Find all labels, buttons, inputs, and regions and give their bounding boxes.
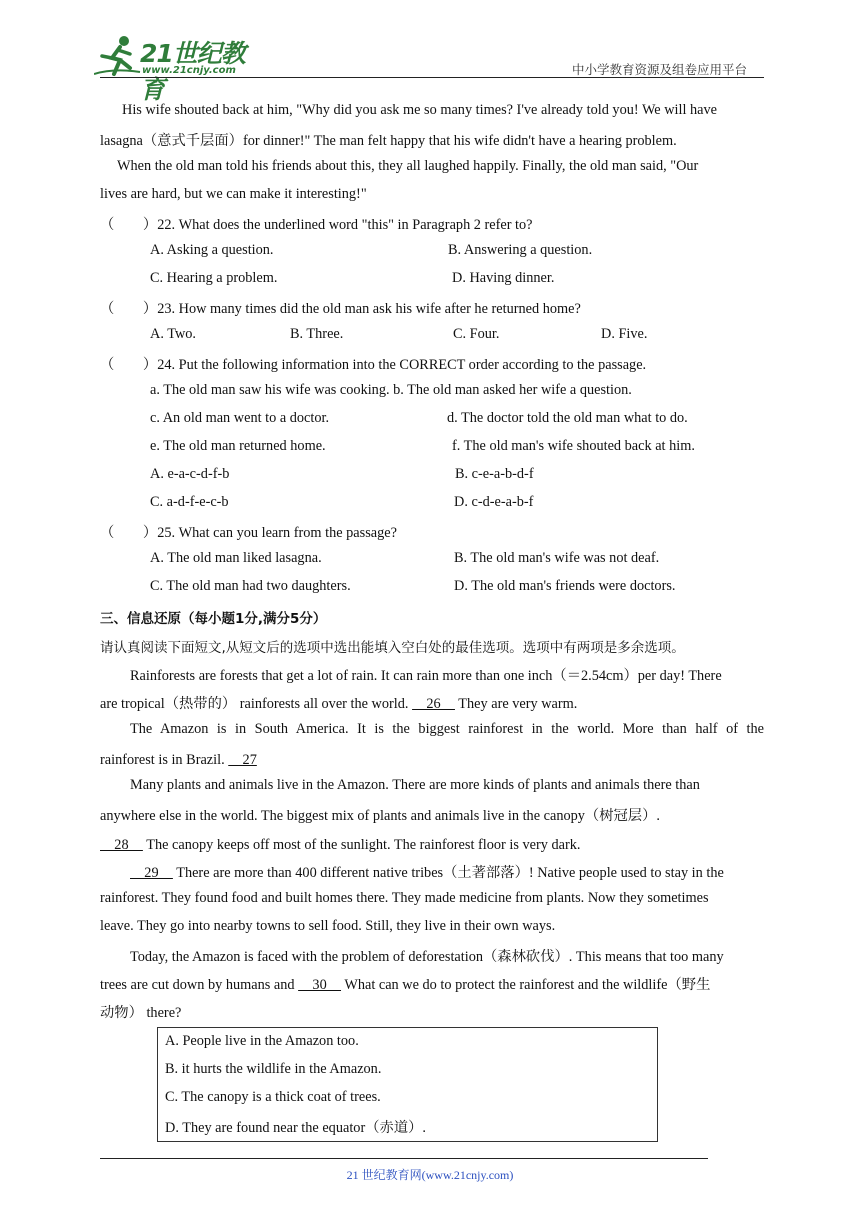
story-line: lives are hard, but we can make it interesting!" bbox=[100, 186, 367, 202]
choice-item[interactable]: B. it hurts the wildlife in the Amazon. bbox=[165, 1061, 382, 1077]
option[interactable]: B. Three. bbox=[290, 326, 344, 342]
answer-bracket[interactable]: （ ） bbox=[100, 217, 158, 233]
choice-item[interactable]: C. The canopy is a thick coat of trees. bbox=[165, 1089, 381, 1105]
passage-line bbox=[100, 834, 580, 854]
question-stem: 23. How many times did the old man ask his wife after he returned home? bbox=[157, 301, 581, 317]
answer-bracket[interactable]: （ ） bbox=[100, 525, 158, 541]
passage-text: are tropical（热带的） rainforests all over the world. bbox=[100, 696, 409, 712]
option[interactable]: A. The old man liked lasagna. bbox=[150, 550, 322, 566]
passage-line: Rainforests are forests that get a lot of rain. It can rain more than one inch（＝2.54cm）per day! There bbox=[130, 668, 722, 684]
runner-logo-icon bbox=[94, 34, 142, 78]
passage-line bbox=[130, 862, 724, 882]
passage-line: rainforest. They found food and built homes there. They made medicine from plants. Now they sometimes bbox=[100, 890, 709, 906]
blank-27[interactable]: 27 bbox=[228, 752, 257, 768]
blank-29[interactable]: 29 bbox=[130, 865, 173, 881]
question-25 bbox=[100, 522, 397, 542]
passage-line: 动物） there? bbox=[100, 1005, 182, 1021]
passage-text: The canopy keeps off most of the sunlight. The rainforest floor is very dark. bbox=[142, 837, 581, 853]
option[interactable]: B. c-e-a-b-d-f bbox=[455, 466, 534, 482]
passage-line bbox=[100, 974, 710, 994]
passage-line: The Amazon is in South America. It is the biggest rainforest in the world. More than half of the bbox=[130, 721, 764, 737]
blank-26[interactable]: 26 bbox=[412, 696, 455, 712]
option[interactable]: A. Two. bbox=[150, 326, 196, 342]
option[interactable]: C. a-d-f-e-c-b bbox=[150, 494, 229, 510]
passage-text: trees are cut down by humans and bbox=[100, 977, 295, 993]
option[interactable]: C. Hearing a problem. bbox=[150, 270, 278, 286]
passage-line bbox=[100, 749, 257, 769]
choices-box bbox=[157, 1027, 658, 1142]
section-instruction: 请认真阅读下面短文,从短文后的选项中选出能填入空白处的最佳选项。选项中有两项是多余选项。 bbox=[100, 640, 685, 656]
answer-bracket[interactable]: （ ） bbox=[100, 301, 158, 317]
option[interactable]: C. Four. bbox=[453, 326, 500, 342]
blank-30[interactable]: 30 bbox=[298, 977, 342, 993]
option[interactable]: D. Five. bbox=[601, 326, 648, 342]
question-stem: 25. What can you learn from the passage? bbox=[157, 525, 397, 541]
option[interactable]: A. Asking a question. bbox=[150, 242, 274, 258]
passage-text: rainforest is in Brazil. bbox=[100, 752, 225, 768]
passage-text: They are very warm. bbox=[454, 696, 578, 712]
question-24 bbox=[100, 354, 646, 374]
logo-title: 21世纪教育 bbox=[140, 39, 245, 104]
question-stem: 22. What does the underlined word "this" in Paragraph 2 refer to? bbox=[157, 217, 533, 233]
option[interactable]: A. e-a-c-d-f-b bbox=[150, 466, 230, 482]
passage-text: There are more than 400 different native tribes（土著部落）! Native people used to stay in the bbox=[172, 865, 724, 881]
option[interactable]: B. Answering a question. bbox=[448, 242, 593, 258]
story-line: His wife shouted back at him, "Why did you ask me so many times? I've already told you! We will have bbox=[122, 102, 718, 118]
option[interactable]: D. The old man's friends were doctors. bbox=[454, 578, 676, 594]
option[interactable]: B. The old man's wife was not deaf. bbox=[454, 550, 660, 566]
header-divider bbox=[100, 77, 764, 78]
passage-line: Today, the Amazon is faced with the problem of deforestation（森林砍伐）. This means that too many bbox=[130, 949, 724, 965]
passage-line: Many plants and animals live in the Amazon. There are more kinds of plants and animals there than bbox=[130, 777, 700, 793]
question-22 bbox=[100, 214, 533, 234]
blank-28[interactable]: 28 bbox=[100, 837, 143, 853]
event-item: f. The old man's wife shouted back at him. bbox=[452, 438, 695, 454]
question-23 bbox=[100, 298, 581, 318]
event-item: e. The old man returned home. bbox=[150, 438, 326, 454]
logo-url: www.21cnjy.com bbox=[142, 65, 236, 76]
question-stem: 24. Put the following information into the CORRECT order according to the passage. bbox=[157, 357, 647, 373]
passage-line bbox=[100, 693, 577, 713]
event-item: c. An old man went to a doctor. bbox=[150, 410, 330, 426]
footer-link[interactable]: 21 世纪教育网(www.21cnjy.com) bbox=[346, 1168, 514, 1182]
footer-divider bbox=[100, 1158, 708, 1159]
choice-item[interactable]: A. People live in the Amazon too. bbox=[165, 1033, 359, 1049]
event-item: a. The old man saw his wife was cooking. b. The old man asked her wife a question. bbox=[150, 382, 632, 398]
event-item: d. The doctor told the old man what to do. bbox=[447, 410, 688, 426]
platform-title: 中小学教育资源及组卷应用平台 bbox=[572, 62, 748, 77]
section-title: 三、信息还原（每小题1分,满分5分） bbox=[100, 611, 327, 627]
passage-line: anywhere else in the world. The biggest mix of plants and animals live in the canopy（树冠层）. bbox=[100, 808, 660, 824]
answer-bracket[interactable]: （ ） bbox=[100, 357, 158, 373]
choice-item[interactable]: D. They are found near the equator（赤道）. bbox=[165, 1120, 426, 1136]
passage-text: What can we do to protect the rainforest and the wildlife（野生 bbox=[341, 977, 711, 993]
story-line: When the old man told his friends about this, they all laughed happily. Finally, the old man said, "Our bbox=[117, 158, 699, 174]
site-logo bbox=[94, 34, 264, 104]
story-line: lasagna（意式千层面）for dinner!" The man felt happy that his wife didn't have a hearing problem. bbox=[100, 133, 677, 149]
option[interactable]: D. Having dinner. bbox=[452, 270, 555, 286]
passage-line: leave. They go into nearby towns to sell food. Still, they live in their own ways. bbox=[100, 918, 556, 934]
option[interactable]: D. c-d-e-a-b-f bbox=[454, 494, 534, 510]
option[interactable]: C. The old man had two daughters. bbox=[150, 578, 351, 594]
